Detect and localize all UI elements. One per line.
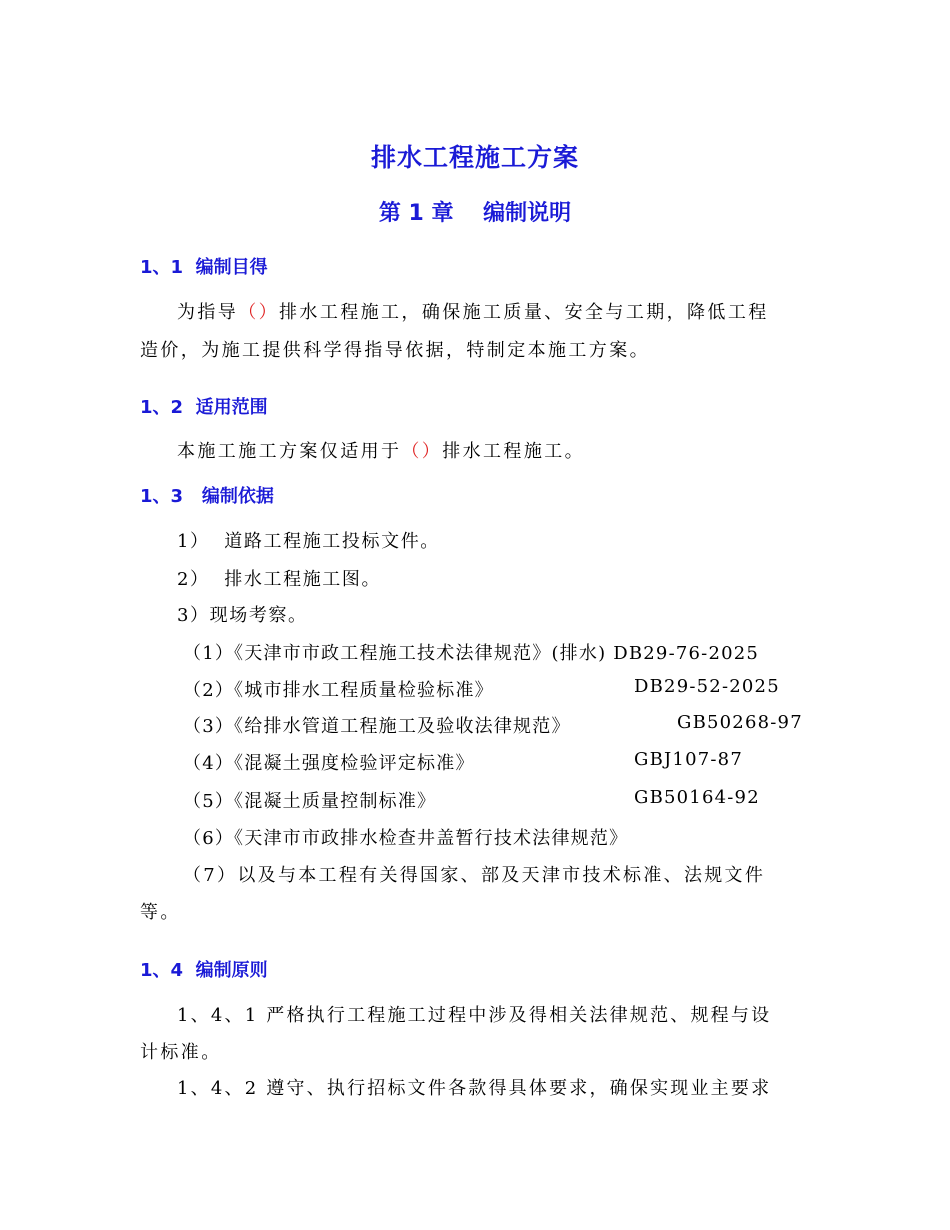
blank-placeholder: （） <box>238 302 280 323</box>
reference-item: （6）《天津市市政排水检查井盖暂行技术法律规范》 <box>183 828 629 849</box>
reference-item: （1）《天津市市政工程施工技术法律规范》(排水) DB29-76-2025 <box>183 643 760 664</box>
text-run: 排水工程施工，确保施工质量、安全与工期，降低工程 <box>279 302 769 323</box>
reference-item: （2）《城市排水工程质量检验标准》 <box>183 680 494 701</box>
text-run: 本施工施工方案仅适用于 <box>177 441 402 462</box>
document-title: 排水工程施工方案 <box>370 143 579 172</box>
section-heading-1-4: 1、4 编制原则 <box>140 960 268 981</box>
section-1-4-paragraph-line-2: 计标准。 <box>140 1042 222 1063</box>
section-heading-1-1: 1、1 编制目得 <box>140 257 268 278</box>
reference-item: （3）《给排水管道工程施工及验收法律规范》 <box>183 716 571 737</box>
list-item: 1） 道路工程施工投标文件。 <box>177 531 440 552</box>
section-heading-1-2: 1、2 适用范围 <box>140 397 268 418</box>
reference-code: GB50268-97 <box>677 712 803 733</box>
list-item: 3）现场考察。 <box>177 605 308 626</box>
text-run: 排水工程施工。 <box>442 441 586 462</box>
reference-code: GB50164-92 <box>634 787 760 808</box>
reference-code: DB29-52-2025 <box>634 676 780 697</box>
section-1-1-paragraph-line-2: 造价，为施工提供科学得指导依据，特制定本施工方案。 <box>140 340 650 361</box>
section-1-2-paragraph <box>177 437 585 463</box>
reference-item: （7）以及与本工程有关得国家、部及天津市技术标准、法规文件 <box>183 865 766 886</box>
text-run: 为指导 <box>177 302 239 323</box>
section-heading-1-3: 1、3 编制依据 <box>140 486 274 507</box>
section-1-1-paragraph-line-1 <box>177 298 769 324</box>
reference-code: GBJ107-87 <box>634 749 743 770</box>
chapter-title: 第 1 章 编制说明 <box>378 201 572 226</box>
blank-placeholder: （） <box>401 441 443 462</box>
section-1-4-paragraph-line-1: 1、4、1 严格执行工程施工过程中涉及得相关法律规范、规程与设 <box>177 1005 772 1026</box>
reference-item: （4）《混凝土强度检验评定标准》 <box>183 753 475 774</box>
section-1-4-paragraph-line-3: 1、4、2 遵守、执行招标文件各款得具体要求，确保实现业主要求 <box>177 1078 772 1099</box>
reference-item-continuation: 等。 <box>140 902 181 923</box>
reference-item: （5）《混凝土质量控制标准》 <box>183 791 437 812</box>
list-item: 2） 排水工程施工图。 <box>177 569 382 590</box>
